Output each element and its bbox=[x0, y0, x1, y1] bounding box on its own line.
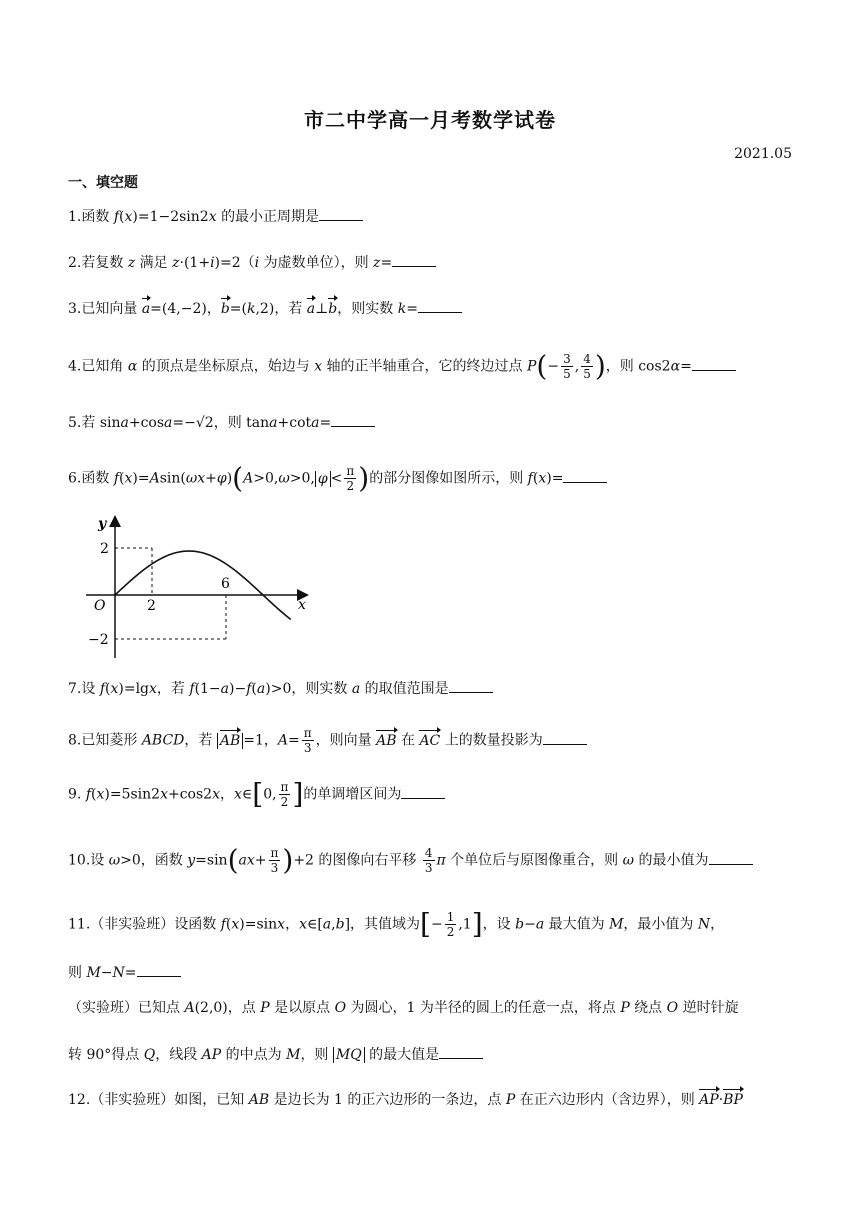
answer-blank bbox=[401, 784, 445, 799]
y-tick-2: 2 bbox=[100, 541, 109, 557]
answer-blank bbox=[543, 730, 587, 745]
question-9: 9. f(x)=5sin2x+cos2x，x∈[0, $\frac{\pi}{2}$ ]的单调增区间为 bbox=[68, 780, 792, 809]
answer-blank bbox=[709, 850, 753, 865]
x-axis-label: x bbox=[298, 597, 306, 613]
question-6: 6.函数 f(x)=Asin(ωx+φ)(A>0,ω>0, φ < $\frac{\pi}{2}$ )的部分图像如图所示，则 f(x)= bbox=[68, 464, 792, 493]
y-tick-neg-2: −2 bbox=[88, 632, 109, 648]
answer-blank bbox=[692, 356, 736, 371]
question-11: 11.（非实验班）设函数 f(x)=sinx，x∈[a,b]，其值域为[− $\frac{1}{2}$ ,1]，设 b−a 最大值为 M，最小值为 N， bbox=[68, 907, 725, 941]
question-7: 7.设 f(x)=lgx，若 f(1−a)−f(a)>0，则实数 a 的取值范围是 bbox=[68, 678, 792, 699]
answer-blank bbox=[137, 962, 181, 977]
question-3: 3.已知向量 a=(4,−2)，b=(k,2)，若 a⊥b，则实数 k= bbox=[68, 298, 792, 319]
answer-blank bbox=[418, 298, 462, 313]
question-8: 8.已知菱形 ABCD，若 AB =1，A= $\frac{\pi}{3}$ ，则向量 AB 在 AC 上的数量投影为 bbox=[68, 726, 792, 755]
answer-blank bbox=[331, 412, 375, 427]
answer-blank bbox=[439, 1044, 483, 1059]
answer-blank bbox=[563, 468, 607, 483]
question-5: 5.若 sina+cosa=−√2，则 tana+cota= bbox=[68, 412, 792, 433]
sine-graph bbox=[78, 508, 318, 662]
answer-blank bbox=[319, 206, 363, 221]
question-2: 2.若复数 z 满足 z·(1+i)=2（i 为虚数单位），则 z= bbox=[68, 252, 792, 273]
question-12: 12.（非实验班）如图，已知 AB 是边长为 1 的正六边形的一条边，点 P 在正六边形内（含边界），则 AP·BP bbox=[68, 1092, 743, 1108]
origin-label: O bbox=[94, 598, 106, 614]
question-11-lab-line-2: 转 90°得点 Q，线段 AP 的中点为 M，则 MQ 的最大值是 bbox=[68, 1044, 792, 1065]
page-title: 市二中学高一月考数学试卷 bbox=[304, 108, 556, 132]
question-4: 4.已知角 α 的顶点是坐标原点，始边与 x 轴的正半轴重合，它的终边过点 P(− $\frac{3}{5}$ , $\frac{4}{5}$ )，则 cos2α= bbox=[68, 352, 792, 381]
section-heading: 一、填空题 bbox=[68, 175, 138, 191]
sine-curve bbox=[115, 551, 291, 619]
question-10: 10.设 ω>0，函数 y=sin(ax+ $\frac{\pi}{3}$ )+2 的图像向右平移 $\frac{4}{3}$ π 个单位后与原图像重合，则 ω 的最小值为 bbox=[68, 846, 792, 875]
question-1: 1.函数 f(x)=1−2sin2x 的最小正周期是 bbox=[68, 206, 792, 227]
x-tick-2: 2 bbox=[147, 598, 156, 614]
question-11-line-2: 则 M−N= bbox=[68, 962, 792, 983]
y-axis-label: y bbox=[98, 516, 107, 532]
answer-blank bbox=[449, 678, 493, 693]
answer-blank bbox=[392, 252, 436, 267]
x-tick-6: 6 bbox=[221, 576, 230, 592]
question-11-lab: （实验班）已知点 A(2,0)，点 P 是以原点 O 为圆心，1 为半径的圆上的任意一点，将点 P 绕点 O 逆时针旋 bbox=[68, 1000, 739, 1016]
exam-date: 2021.05 bbox=[734, 146, 792, 162]
